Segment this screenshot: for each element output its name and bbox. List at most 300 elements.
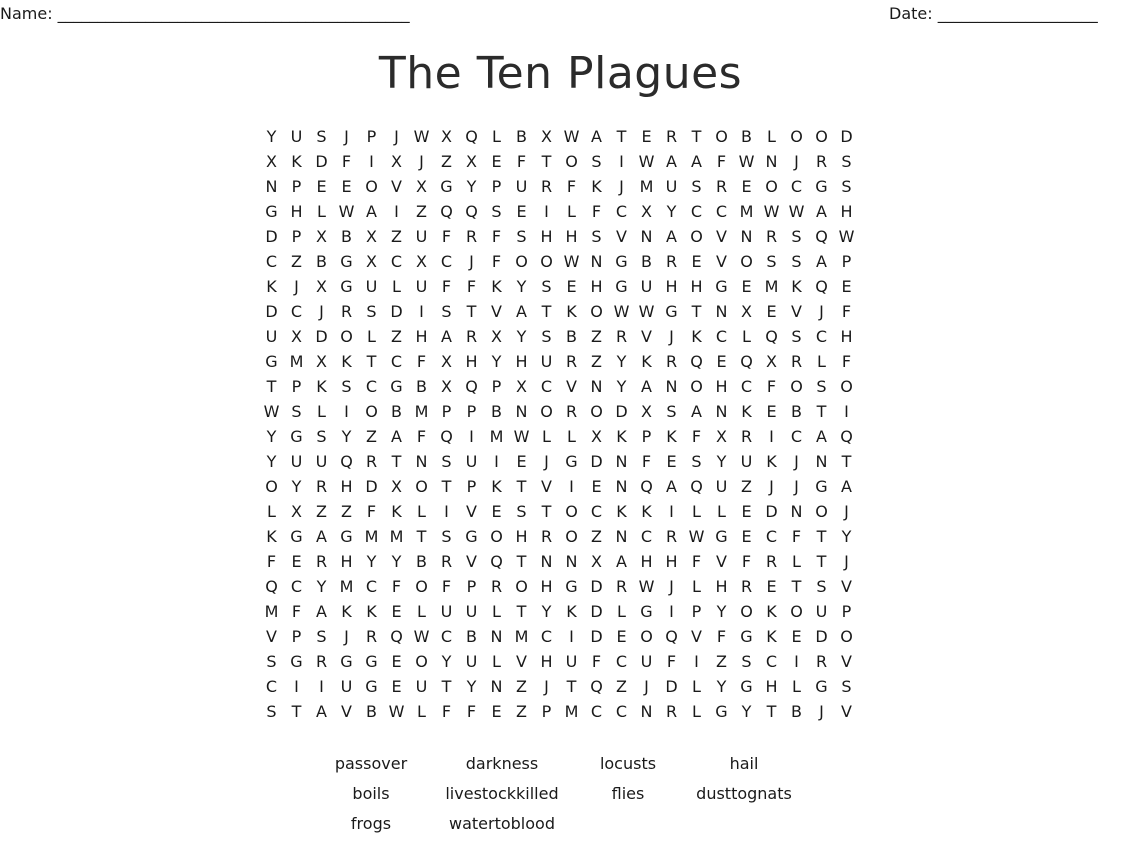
grid-letter: A (691, 402, 702, 421)
grid-letter: A (391, 427, 402, 446)
grid-letter: P (291, 627, 302, 646)
grid-letter: V (716, 552, 727, 571)
grid-letter: H (515, 527, 528, 546)
grid-letter: W (613, 302, 630, 321)
grid-letter: Q (340, 452, 353, 471)
grid-letter: O (765, 177, 778, 196)
grid-letter: U (290, 127, 303, 146)
grid-letter: C (765, 527, 778, 546)
grid-letter: G (640, 602, 653, 621)
grid-letter: P (291, 177, 302, 196)
grid-letter: T (291, 702, 302, 721)
grid-letter: E (691, 252, 702, 271)
grid-letter: D (590, 602, 603, 621)
grid-letter: O (365, 177, 378, 196)
grid-letter: V (641, 327, 652, 346)
grid-letter: D (390, 302, 403, 321)
grid-letter: T (516, 602, 527, 621)
grid-letter: M (389, 527, 404, 546)
grid-letter: O (815, 127, 828, 146)
grid-letter: B (741, 127, 752, 146)
grid-letter: X (441, 377, 452, 396)
grid-letter: D (315, 152, 328, 171)
grid-letter: M (639, 177, 654, 196)
grid-letter: O (540, 402, 553, 421)
grid-letter: E (741, 502, 752, 521)
grid-letter: W (513, 427, 530, 446)
grid-letter: T (541, 502, 552, 521)
grid-letter: B (791, 702, 802, 721)
grid-letter: Z (316, 502, 327, 521)
grid-letter: E (716, 352, 727, 371)
grid-letter: I (619, 152, 624, 171)
grid-letter: T (541, 302, 552, 321)
grid-letter: X (516, 377, 527, 396)
grid-letter: T (441, 477, 452, 496)
grid-letter: G (290, 527, 303, 546)
grid-letter: A (516, 302, 527, 321)
grid-letter: X (441, 127, 452, 146)
grid-letter: X (441, 352, 452, 371)
grid-letter: F (841, 302, 852, 321)
grid-letter: G (740, 627, 753, 646)
grid-letter: L (317, 202, 326, 221)
grid-letter: S (691, 452, 702, 471)
grid-letter: I (394, 202, 399, 221)
word-list-item: passover (334, 754, 408, 773)
grid-letter: S (441, 302, 452, 321)
grid-letter: Z (516, 677, 527, 696)
grid-letter: W (788, 202, 805, 221)
grid-letter: T (266, 377, 277, 396)
grid-letter: B (641, 252, 652, 271)
grid-letter: L (767, 127, 776, 146)
grid-letter: N (715, 402, 728, 421)
grid-letter: U (265, 327, 278, 346)
grid-letter: K (491, 477, 502, 496)
grid-letter: K (741, 402, 752, 421)
grid-letter: W (338, 202, 355, 221)
grid-letter: O (565, 152, 578, 171)
grid-letter: S (366, 302, 377, 321)
grid-letter: P (641, 427, 652, 446)
grid-letter: E (841, 277, 852, 296)
grid-letter: X (416, 252, 427, 271)
grid-letter: H (540, 577, 553, 596)
grid-letter: H (715, 377, 728, 396)
grid-letter: F (566, 177, 577, 196)
grid-letter: X (741, 302, 752, 321)
grid-letter: Q (490, 552, 503, 571)
grid-letter: N (590, 377, 603, 396)
grid-letter: X (641, 202, 652, 221)
grid-letter: O (565, 527, 578, 546)
grid-letter: D (590, 452, 603, 471)
grid-letter: L (492, 652, 501, 671)
grid-letter: V (841, 652, 852, 671)
grid-letter: S (266, 702, 277, 721)
grid-letter: R (815, 152, 828, 171)
grid-letter: L (567, 427, 576, 446)
grid-letter: G (815, 477, 828, 496)
grid-letter: U (440, 602, 453, 621)
grid-letter: X (591, 552, 602, 571)
grid-letter: N (740, 227, 753, 246)
grid-letter: Y (266, 127, 277, 146)
grid-letter: U (365, 277, 378, 296)
grid-letter: R (365, 627, 378, 646)
grid-letter: P (466, 402, 477, 421)
grid-letter: W (638, 577, 655, 596)
grid-letter: J (844, 552, 849, 571)
word-list-item: watertoblood (449, 814, 555, 833)
grid-letter: R (315, 477, 328, 496)
grid-letter: Q (690, 352, 703, 371)
grid-letter: J (794, 477, 799, 496)
grid-letter: X (266, 152, 277, 171)
grid-letter: Y (466, 177, 477, 196)
grid-letter: O (640, 627, 653, 646)
grid-letter: J (844, 502, 849, 521)
grid-letter: R (365, 452, 378, 471)
grid-letter: W (688, 527, 705, 546)
grid-letter: Q (690, 477, 703, 496)
grid-letter: E (316, 177, 327, 196)
grid-letter: U (665, 177, 678, 196)
grid-letter: N (565, 552, 578, 571)
grid-letter: R (565, 352, 578, 371)
grid-letter: A (841, 477, 852, 496)
grid-letter: H (590, 277, 603, 296)
grid-letter: X (391, 477, 402, 496)
grid-letter: G (715, 702, 728, 721)
grid-letter: Y (316, 577, 327, 596)
name-field[interactable]: Name: ____________________________________________ (0, 4, 410, 23)
grid-letter: X (316, 277, 327, 296)
grid-letter: Y (541, 602, 552, 621)
grid-letter: G (665, 302, 678, 321)
grid-letter: F (691, 427, 702, 446)
grid-letter: R (665, 352, 678, 371)
grid-letter: U (540, 352, 553, 371)
grid-letter: J (619, 177, 624, 196)
word-list-item: livestockkilled (445, 784, 559, 803)
grid-letter: H (690, 277, 703, 296)
grid-letter: U (465, 602, 478, 621)
grid-letter: K (791, 277, 802, 296)
grid-letter: W (563, 252, 580, 271)
grid-letter: N (490, 627, 503, 646)
grid-letter: T (416, 527, 427, 546)
grid-letter: L (417, 702, 426, 721)
grid-letter: Y (516, 327, 527, 346)
grid-letter: Y (266, 452, 277, 471)
grid-letter: L (692, 702, 701, 721)
grid-letter: O (740, 252, 753, 271)
grid-letter: R (665, 252, 678, 271)
grid-letter: K (616, 427, 627, 446)
grid-letter: K (491, 277, 502, 296)
grid-letter: P (691, 602, 702, 621)
grid-letter: J (419, 152, 424, 171)
grid-letter: C (265, 252, 278, 271)
grid-letter: C (390, 352, 403, 371)
grid-letter: E (791, 627, 802, 646)
grid-letter: F (366, 502, 377, 521)
grid-letter: U (740, 452, 753, 471)
grid-letter: Y (491, 352, 502, 371)
grid-letter: N (265, 177, 278, 196)
grid-letter: I (294, 677, 299, 696)
grid-letter: X (491, 327, 502, 346)
grid-letter: L (392, 277, 401, 296)
grid-letter: L (417, 602, 426, 621)
grid-letter: U (415, 227, 428, 246)
grid-letter: F (441, 702, 452, 721)
grid-letter: G (340, 527, 353, 546)
grid-letter: M (564, 702, 579, 721)
grid-letter: O (515, 577, 528, 596)
grid-letter: O (590, 402, 603, 421)
grid-letter: N (490, 677, 503, 696)
grid-letter: G (340, 277, 353, 296)
grid-letter: C (290, 577, 303, 596)
grid-letter: F (716, 152, 727, 171)
grid-letter: X (291, 502, 302, 521)
grid-letter: C (290, 302, 303, 321)
grid-letter: F (266, 552, 277, 571)
word-list (320, 752, 814, 842)
grid-letter: O (790, 127, 803, 146)
grid-letter: G (440, 177, 453, 196)
grid-letter: W (563, 127, 580, 146)
grid-letter: P (466, 477, 477, 496)
grid-letter: B (416, 552, 427, 571)
grid-letter: O (490, 527, 503, 546)
grid-letter: R (315, 652, 328, 671)
grid-letter: S (516, 502, 527, 521)
grid-letter: A (666, 152, 677, 171)
grid-letter: T (541, 152, 552, 171)
grid-letter: V (516, 652, 527, 671)
grid-letter: Y (391, 552, 402, 571)
grid-letter: G (815, 177, 828, 196)
grid-letter: E (616, 627, 627, 646)
page-title: The Ten Plagues (378, 48, 743, 99)
grid-letter: A (591, 127, 602, 146)
grid-letter: F (416, 352, 427, 371)
grid-letter: Y (366, 552, 377, 571)
grid-letter: V (791, 302, 802, 321)
grid-letter: R (540, 177, 553, 196)
grid-letter: E (741, 177, 752, 196)
grid-letter: A (316, 602, 327, 621)
grid-letter: Q (840, 427, 853, 446)
grid-letter: T (766, 702, 777, 721)
grid-letter: A (691, 152, 702, 171)
grid-letter: R (740, 427, 753, 446)
grid-letter: X (766, 352, 777, 371)
grid-letter: L (792, 552, 801, 571)
grid-letter: D (365, 477, 378, 496)
grid-letter: C (390, 252, 403, 271)
grid-letter: E (641, 127, 652, 146)
grid-letter: W (838, 227, 855, 246)
grid-letter: E (491, 502, 502, 521)
grid-letter: Z (366, 427, 377, 446)
grid-letter: Q (465, 377, 478, 396)
grid-letter: S (316, 427, 327, 446)
grid-letter: U (465, 452, 478, 471)
grid-letter: K (641, 352, 652, 371)
grid-letter: S (316, 627, 327, 646)
grid-letter: S (841, 177, 852, 196)
grid-letter: X (466, 152, 477, 171)
grid-letter: O (340, 327, 353, 346)
grid-letter: W (413, 627, 430, 646)
grid-letter: T (616, 127, 627, 146)
grid-letter: Z (591, 327, 602, 346)
grid-letter: F (691, 552, 702, 571)
grid-letter: T (816, 527, 827, 546)
grid-letter: X (316, 227, 327, 246)
grid-letter: H (565, 227, 578, 246)
grid-letter: H (840, 202, 853, 221)
grid-letter: R (665, 702, 678, 721)
grid-letter: R (765, 227, 778, 246)
grid-letter: P (466, 577, 477, 596)
grid-letter: Y (741, 702, 752, 721)
grid-letter: U (315, 452, 328, 471)
grid-letter: O (815, 502, 828, 521)
grid-letter: L (817, 352, 826, 371)
grid-letter: E (741, 527, 752, 546)
grid-letter: G (365, 677, 378, 696)
grid-letter: B (316, 252, 327, 271)
grid-letter: H (340, 552, 353, 571)
grid-letter: Z (391, 227, 402, 246)
grid-letter: R (665, 127, 678, 146)
grid-letter: B (491, 402, 502, 421)
grid-letter: Y (341, 427, 352, 446)
grid-letter: V (841, 702, 852, 721)
grid-letter: J (794, 152, 799, 171)
grid-letter: G (365, 652, 378, 671)
grid-letter: O (840, 377, 853, 396)
grid-letter: H (465, 352, 478, 371)
grid-letter: E (391, 602, 402, 621)
grid-letter: Z (591, 352, 602, 371)
grid-letter: O (840, 627, 853, 646)
grid-letter: T (816, 402, 827, 421)
grid-letter: C (615, 652, 628, 671)
grid-letter: S (766, 252, 777, 271)
grid-letter: C (440, 252, 453, 271)
grid-letter: J (769, 477, 774, 496)
grid-letter: B (566, 327, 577, 346)
grid-letter: O (565, 502, 578, 521)
word-list-item: locusts (599, 754, 657, 773)
grid-letter: E (566, 277, 577, 296)
grid-letter: E (741, 277, 752, 296)
grid-letter: M (739, 202, 754, 221)
grid-letter: F (591, 202, 602, 221)
grid-letter: F (466, 702, 477, 721)
grid-letter: S (816, 577, 827, 596)
grid-letter: S (491, 202, 502, 221)
grid-letter: E (491, 152, 502, 171)
grid-letter: F (516, 152, 527, 171)
grid-letter: Z (291, 252, 302, 271)
grid-letter: H (515, 352, 528, 371)
grid-letter: D (815, 627, 828, 646)
word-list-item: flies (611, 784, 645, 803)
grid-letter: U (415, 677, 428, 696)
grid-letter: I (444, 502, 449, 521)
grid-letter: G (715, 277, 728, 296)
grid-letter: I (844, 402, 849, 421)
grid-letter: F (441, 577, 452, 596)
grid-letter: C (815, 327, 828, 346)
grid-letter: C (540, 627, 553, 646)
grid-letter: V (341, 702, 352, 721)
grid-letter: R (565, 402, 578, 421)
grid-letter: T (366, 352, 377, 371)
grid-letter: X (366, 252, 377, 271)
grid-letter: V (266, 627, 277, 646)
grid-letter: N (590, 252, 603, 271)
grid-letter: B (391, 402, 402, 421)
grid-letter: G (465, 527, 478, 546)
grid-letter: X (291, 327, 302, 346)
grid-letter: U (290, 452, 303, 471)
grid-letter: Q (265, 577, 278, 596)
grid-letter: J (544, 452, 549, 471)
grid-letter: H (715, 577, 728, 596)
grid-letter: T (791, 577, 802, 596)
grid-letter: I (544, 202, 549, 221)
grid-letter: V (716, 227, 727, 246)
grid-letter: J (644, 677, 649, 696)
date-field[interactable]: Date: ____________________ (889, 4, 1098, 23)
grid-letter: G (340, 652, 353, 671)
grid-letter: W (388, 702, 405, 721)
grid-letter: U (340, 677, 353, 696)
grid-letter: G (715, 527, 728, 546)
grid-letter: Z (441, 152, 452, 171)
grid-letter: F (491, 227, 502, 246)
grid-letter: N (765, 152, 778, 171)
grid-letter: S (591, 227, 602, 246)
grid-letter: L (617, 602, 626, 621)
grid-letter: Z (716, 652, 727, 671)
grid-letter: U (640, 652, 653, 671)
grid-letter: K (341, 352, 352, 371)
grid-letter: K (666, 427, 677, 446)
grid-letter: A (441, 327, 452, 346)
grid-letter: J (469, 252, 474, 271)
grid-letter: Y (466, 677, 477, 696)
grid-letter: C (790, 177, 803, 196)
grid-letter: J (344, 627, 349, 646)
grid-letter: E (516, 202, 527, 221)
grid-letter: G (265, 202, 278, 221)
grid-letter: C (440, 627, 453, 646)
grid-letter: G (340, 252, 353, 271)
grid-letter: J (344, 127, 349, 146)
grid-letter: H (415, 327, 428, 346)
grid-letter: Q (390, 627, 403, 646)
